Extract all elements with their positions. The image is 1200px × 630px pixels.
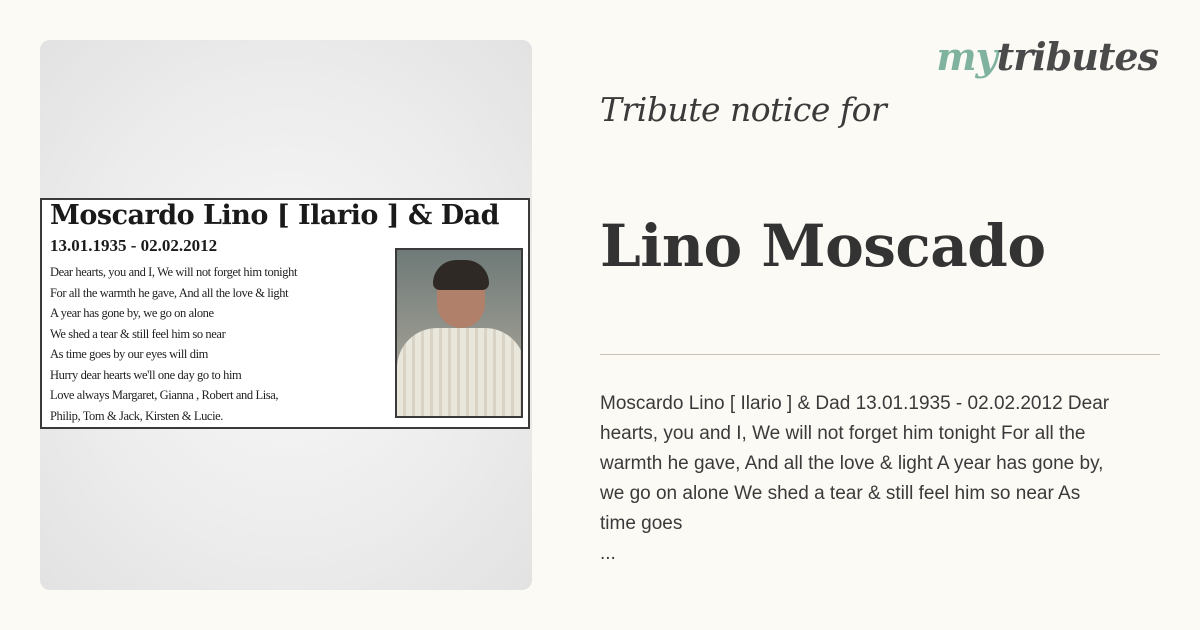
notice-verse-line: Philip, Tom & Jack, Kirsten & Lucie. [50, 408, 224, 423]
notice-verse-line: Dear hearts, you and I, We will not forget him tonight [50, 265, 298, 279]
tribute-excerpt [600, 389, 1120, 569]
brand-logo-my: my [936, 34, 997, 79]
death-notice [40, 198, 530, 429]
page-subtitle: Tribute notice for [600, 90, 887, 129]
notice-verse-line: A year has gone by, we go on alone [50, 306, 214, 320]
notice-dates: 13.01.1935 - 02.02.2012 [50, 236, 218, 255]
portrait-shirt [397, 328, 523, 418]
excerpt-ellipsis: ... [600, 543, 616, 564]
portrait-hair [433, 260, 489, 290]
divider [600, 354, 1160, 355]
excerpt-text: Moscardo Lino [ Ilario ] & Dad 13.01.1935 - 02.02.2012 Dear hearts, you and I, We will not forget him tonight For all the warmth he gave, And all the love & light A year has gone by, we go on alone We shed a tear & still feel him so near As time goes [600, 393, 1110, 534]
notice-verses [50, 262, 390, 426]
deceased-name: Lino Moscado [600, 212, 1046, 280]
notice-verse-line: We shed a tear & still feel him so near [50, 326, 226, 341]
notice-verse-line: As time goes by our eyes will dim [50, 347, 208, 361]
portrait-photo [395, 248, 523, 418]
notice-heading: Moscardo Lino [ Ilario ] & Dad [50, 200, 500, 231]
tribute-image [40, 40, 532, 590]
brand-logo-tributes: tributes [996, 34, 1158, 79]
notice-verse-line: For all the warmth he gave, And all the love & light [50, 285, 289, 300]
brand-logo [936, 34, 1158, 79]
notice-verse-line: Hurry dear hearts we'll one day go to him [50, 367, 242, 382]
notice-verse-line: Love always Margaret, Gianna , Robert and Lisa, [50, 388, 279, 402]
